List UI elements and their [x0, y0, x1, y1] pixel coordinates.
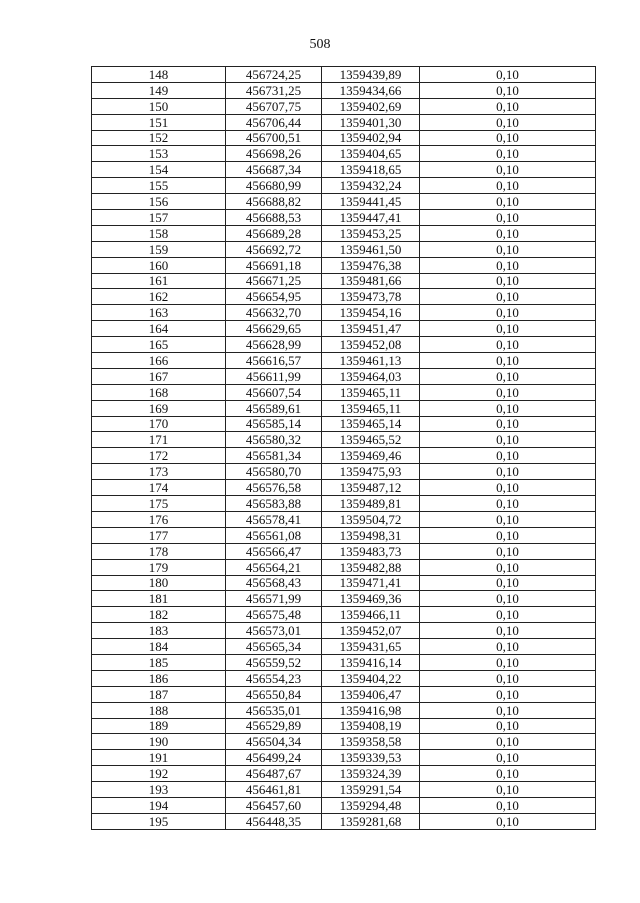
x-coordinate-cell: 456688,53 — [226, 210, 322, 226]
y-coordinate-cell: 1359432,24 — [322, 178, 420, 194]
accuracy-cell: 0,10 — [420, 639, 596, 655]
point-number-cell: 158 — [92, 225, 226, 241]
accuracy-cell: 0,10 — [420, 432, 596, 448]
accuracy-cell: 0,10 — [420, 225, 596, 241]
accuracy-cell: 0,10 — [420, 257, 596, 273]
point-number-cell: 157 — [92, 210, 226, 226]
y-coordinate-cell: 1359481,66 — [322, 273, 420, 289]
x-coordinate-cell: 456487,67 — [226, 766, 322, 782]
x-coordinate-cell: 456706,44 — [226, 114, 322, 130]
table-row — [92, 162, 596, 178]
table-row — [92, 496, 596, 512]
x-coordinate-cell: 456689,28 — [226, 225, 322, 241]
y-coordinate-cell: 1359453,25 — [322, 225, 420, 241]
y-coordinate-cell: 1359498,31 — [322, 527, 420, 543]
table-row — [92, 639, 596, 655]
table-row — [92, 686, 596, 702]
y-coordinate-cell: 1359487,12 — [322, 480, 420, 496]
point-number-cell: 165 — [92, 337, 226, 353]
y-coordinate-cell: 1359439,89 — [322, 67, 420, 83]
accuracy-cell: 0,10 — [420, 686, 596, 702]
point-number-cell: 192 — [92, 766, 226, 782]
point-number-cell: 154 — [92, 162, 226, 178]
y-coordinate-cell: 1359452,07 — [322, 623, 420, 639]
accuracy-cell: 0,10 — [420, 241, 596, 257]
accuracy-cell: 0,10 — [420, 82, 596, 98]
y-coordinate-cell: 1359434,66 — [322, 82, 420, 98]
table-row — [92, 321, 596, 337]
table-row — [92, 400, 596, 416]
point-number-cell: 183 — [92, 623, 226, 639]
accuracy-cell: 0,10 — [420, 67, 596, 83]
table-row — [92, 607, 596, 623]
y-coordinate-cell: 1359471,41 — [322, 575, 420, 591]
point-number-cell: 184 — [92, 639, 226, 655]
table-row — [92, 813, 596, 829]
point-number-cell: 155 — [92, 178, 226, 194]
point-number-cell: 152 — [92, 130, 226, 146]
table-row — [92, 464, 596, 480]
table-row — [92, 194, 596, 210]
x-coordinate-cell: 456529,89 — [226, 718, 322, 734]
x-coordinate-cell: 456573,01 — [226, 623, 322, 639]
y-coordinate-cell: 1359431,65 — [322, 639, 420, 655]
point-number-cell: 182 — [92, 607, 226, 623]
x-coordinate-cell: 456461,81 — [226, 782, 322, 798]
y-coordinate-cell: 1359447,41 — [322, 210, 420, 226]
table-row — [92, 98, 596, 114]
x-coordinate-cell: 456575,48 — [226, 607, 322, 623]
accuracy-cell: 0,10 — [420, 734, 596, 750]
y-coordinate-cell: 1359469,36 — [322, 591, 420, 607]
coordinates-table-body — [92, 67, 596, 830]
y-coordinate-cell: 1359404,65 — [322, 146, 420, 162]
table-row — [92, 241, 596, 257]
accuracy-cell: 0,10 — [420, 480, 596, 496]
point-number-cell: 166 — [92, 353, 226, 369]
accuracy-cell: 0,10 — [420, 702, 596, 718]
point-number-cell: 148 — [92, 67, 226, 83]
x-coordinate-cell: 456504,34 — [226, 734, 322, 750]
table-row — [92, 623, 596, 639]
x-coordinate-cell: 456571,99 — [226, 591, 322, 607]
y-coordinate-cell: 1359291,54 — [322, 782, 420, 798]
point-number-cell: 177 — [92, 527, 226, 543]
y-coordinate-cell: 1359476,38 — [322, 257, 420, 273]
table-row — [92, 670, 596, 686]
accuracy-cell: 0,10 — [420, 591, 596, 607]
y-coordinate-cell: 1359504,72 — [322, 511, 420, 527]
accuracy-cell: 0,10 — [420, 416, 596, 432]
point-number-cell: 172 — [92, 448, 226, 464]
accuracy-cell: 0,10 — [420, 400, 596, 416]
x-coordinate-cell: 456564,21 — [226, 559, 322, 575]
x-coordinate-cell: 456561,08 — [226, 527, 322, 543]
y-coordinate-cell: 1359441,45 — [322, 194, 420, 210]
point-number-cell: 167 — [92, 368, 226, 384]
point-number-cell: 175 — [92, 496, 226, 512]
accuracy-cell: 0,10 — [420, 797, 596, 813]
point-number-cell: 185 — [92, 654, 226, 670]
y-coordinate-cell: 1359451,47 — [322, 321, 420, 337]
page-number: 508 — [309, 37, 331, 52]
y-coordinate-cell: 1359418,65 — [322, 162, 420, 178]
point-number-cell: 178 — [92, 543, 226, 559]
point-number-cell: 180 — [92, 575, 226, 591]
table-row — [92, 718, 596, 734]
y-coordinate-cell: 1359281,68 — [322, 813, 420, 829]
point-number-cell: 187 — [92, 686, 226, 702]
point-number-cell: 194 — [92, 797, 226, 813]
point-number-cell: 191 — [92, 750, 226, 766]
table-row — [92, 734, 596, 750]
table-row — [92, 305, 596, 321]
y-coordinate-cell: 1359339,53 — [322, 750, 420, 766]
table-row — [92, 257, 596, 273]
x-coordinate-cell: 456654,95 — [226, 289, 322, 305]
table-row — [92, 225, 596, 241]
x-coordinate-cell: 456550,84 — [226, 686, 322, 702]
point-number-cell: 156 — [92, 194, 226, 210]
table-row — [92, 146, 596, 162]
table-row — [92, 384, 596, 400]
accuracy-cell: 0,10 — [420, 448, 596, 464]
table-row — [92, 527, 596, 543]
accuracy-cell: 0,10 — [420, 98, 596, 114]
point-number-cell: 179 — [92, 559, 226, 575]
y-coordinate-cell: 1359402,69 — [322, 98, 420, 114]
table-row — [92, 448, 596, 464]
accuracy-cell: 0,10 — [420, 130, 596, 146]
table-row — [92, 114, 596, 130]
table-row — [92, 337, 596, 353]
accuracy-cell: 0,10 — [420, 543, 596, 559]
table-row — [92, 353, 596, 369]
accuracy-cell: 0,10 — [420, 559, 596, 575]
accuracy-cell: 0,10 — [420, 321, 596, 337]
x-coordinate-cell: 456457,60 — [226, 797, 322, 813]
y-coordinate-cell: 1359466,11 — [322, 607, 420, 623]
point-number-cell: 160 — [92, 257, 226, 273]
point-number-cell: 151 — [92, 114, 226, 130]
point-number-cell: 162 — [92, 289, 226, 305]
table-row — [92, 702, 596, 718]
x-coordinate-cell: 456589,61 — [226, 400, 322, 416]
table-row — [92, 750, 596, 766]
table-row — [92, 82, 596, 98]
y-coordinate-cell: 1359416,14 — [322, 654, 420, 670]
accuracy-cell: 0,10 — [420, 511, 596, 527]
table-row — [92, 543, 596, 559]
y-coordinate-cell: 1359454,16 — [322, 305, 420, 321]
accuracy-cell: 0,10 — [420, 750, 596, 766]
accuracy-cell: 0,10 — [420, 337, 596, 353]
x-coordinate-cell: 456565,34 — [226, 639, 322, 655]
table-row — [92, 591, 596, 607]
accuracy-cell: 0,10 — [420, 623, 596, 639]
accuracy-cell: 0,10 — [420, 368, 596, 384]
x-coordinate-cell: 456576,58 — [226, 480, 322, 496]
y-coordinate-cell: 1359483,73 — [322, 543, 420, 559]
accuracy-cell: 0,10 — [420, 782, 596, 798]
x-coordinate-cell: 456580,32 — [226, 432, 322, 448]
y-coordinate-cell: 1359465,11 — [322, 400, 420, 416]
point-number-cell: 170 — [92, 416, 226, 432]
x-coordinate-cell: 456499,24 — [226, 750, 322, 766]
x-coordinate-cell: 456629,65 — [226, 321, 322, 337]
accuracy-cell: 0,10 — [420, 178, 596, 194]
y-coordinate-cell: 1359324,39 — [322, 766, 420, 782]
x-coordinate-cell: 456671,25 — [226, 273, 322, 289]
x-coordinate-cell: 456566,47 — [226, 543, 322, 559]
x-coordinate-cell: 456628,99 — [226, 337, 322, 353]
table-row — [92, 178, 596, 194]
point-number-cell: 176 — [92, 511, 226, 527]
accuracy-cell: 0,10 — [420, 305, 596, 321]
y-coordinate-cell: 1359461,50 — [322, 241, 420, 257]
table-row — [92, 432, 596, 448]
accuracy-cell: 0,10 — [420, 210, 596, 226]
point-number-cell: 195 — [92, 813, 226, 829]
table-row — [92, 273, 596, 289]
y-coordinate-cell: 1359464,03 — [322, 368, 420, 384]
y-coordinate-cell: 1359406,47 — [322, 686, 420, 702]
x-coordinate-cell: 456724,25 — [226, 67, 322, 83]
x-coordinate-cell: 456607,54 — [226, 384, 322, 400]
y-coordinate-cell: 1359465,11 — [322, 384, 420, 400]
accuracy-cell: 0,10 — [420, 353, 596, 369]
point-number-cell: 189 — [92, 718, 226, 734]
x-coordinate-cell: 456448,35 — [226, 813, 322, 829]
x-coordinate-cell: 456568,43 — [226, 575, 322, 591]
x-coordinate-cell: 456581,34 — [226, 448, 322, 464]
x-coordinate-cell: 456698,26 — [226, 146, 322, 162]
x-coordinate-cell: 456688,82 — [226, 194, 322, 210]
y-coordinate-cell: 1359473,78 — [322, 289, 420, 305]
accuracy-cell: 0,10 — [420, 607, 596, 623]
point-number-cell: 188 — [92, 702, 226, 718]
x-coordinate-cell: 456707,75 — [226, 98, 322, 114]
y-coordinate-cell: 1359461,13 — [322, 353, 420, 369]
table-row — [92, 782, 596, 798]
x-coordinate-cell: 456680,99 — [226, 178, 322, 194]
table-row — [92, 130, 596, 146]
accuracy-cell: 0,10 — [420, 575, 596, 591]
accuracy-cell: 0,10 — [420, 146, 596, 162]
y-coordinate-cell: 1359401,30 — [322, 114, 420, 130]
x-coordinate-cell: 456535,01 — [226, 702, 322, 718]
y-coordinate-cell: 1359482,88 — [322, 559, 420, 575]
table-row — [92, 67, 596, 83]
y-coordinate-cell: 1359475,93 — [322, 464, 420, 480]
y-coordinate-cell: 1359469,46 — [322, 448, 420, 464]
y-coordinate-cell: 1359404,22 — [322, 670, 420, 686]
table-row — [92, 511, 596, 527]
x-coordinate-cell: 456559,52 — [226, 654, 322, 670]
accuracy-cell: 0,10 — [420, 527, 596, 543]
table-row — [92, 766, 596, 782]
table-row — [92, 210, 596, 226]
accuracy-cell: 0,10 — [420, 194, 596, 210]
accuracy-cell: 0,10 — [420, 114, 596, 130]
y-coordinate-cell: 1359465,14 — [322, 416, 420, 432]
point-number-cell: 163 — [92, 305, 226, 321]
y-coordinate-cell: 1359408,19 — [322, 718, 420, 734]
accuracy-cell: 0,10 — [420, 289, 596, 305]
point-number-cell: 164 — [92, 321, 226, 337]
point-number-cell: 168 — [92, 384, 226, 400]
x-coordinate-cell: 456731,25 — [226, 82, 322, 98]
y-coordinate-cell: 1359465,52 — [322, 432, 420, 448]
table-row — [92, 575, 596, 591]
accuracy-cell: 0,10 — [420, 766, 596, 782]
accuracy-cell: 0,10 — [420, 718, 596, 734]
x-coordinate-cell: 456692,72 — [226, 241, 322, 257]
x-coordinate-cell: 456691,18 — [226, 257, 322, 273]
y-coordinate-cell: 1359452,08 — [322, 337, 420, 353]
x-coordinate-cell: 456583,88 — [226, 496, 322, 512]
x-coordinate-cell: 456611,99 — [226, 368, 322, 384]
point-number-cell: 190 — [92, 734, 226, 750]
table-row — [92, 289, 596, 305]
coordinates-table — [91, 66, 596, 830]
point-number-cell: 149 — [92, 82, 226, 98]
y-coordinate-cell: 1359416,98 — [322, 702, 420, 718]
accuracy-cell: 0,10 — [420, 273, 596, 289]
point-number-cell: 174 — [92, 480, 226, 496]
x-coordinate-cell: 456580,70 — [226, 464, 322, 480]
x-coordinate-cell: 456687,34 — [226, 162, 322, 178]
accuracy-cell: 0,10 — [420, 464, 596, 480]
x-coordinate-cell: 456616,57 — [226, 353, 322, 369]
y-coordinate-cell: 1359402,94 — [322, 130, 420, 146]
accuracy-cell: 0,10 — [420, 384, 596, 400]
y-coordinate-cell: 1359294,48 — [322, 797, 420, 813]
accuracy-cell: 0,10 — [420, 654, 596, 670]
y-coordinate-cell: 1359489,81 — [322, 496, 420, 512]
table-row — [92, 797, 596, 813]
x-coordinate-cell: 456700,51 — [226, 130, 322, 146]
x-coordinate-cell: 456585,14 — [226, 416, 322, 432]
point-number-cell: 186 — [92, 670, 226, 686]
accuracy-cell: 0,10 — [420, 813, 596, 829]
accuracy-cell: 0,10 — [420, 670, 596, 686]
x-coordinate-cell: 456578,41 — [226, 511, 322, 527]
accuracy-cell: 0,10 — [420, 162, 596, 178]
x-coordinate-cell: 456554,23 — [226, 670, 322, 686]
point-number-cell: 193 — [92, 782, 226, 798]
table-row — [92, 654, 596, 670]
point-number-cell: 161 — [92, 273, 226, 289]
point-number-cell: 159 — [92, 241, 226, 257]
point-number-cell: 173 — [92, 464, 226, 480]
point-number-cell: 169 — [92, 400, 226, 416]
point-number-cell: 171 — [92, 432, 226, 448]
accuracy-cell: 0,10 — [420, 496, 596, 512]
table-row — [92, 559, 596, 575]
x-coordinate-cell: 456632,70 — [226, 305, 322, 321]
table-row — [92, 416, 596, 432]
y-coordinate-cell: 1359358,58 — [322, 734, 420, 750]
point-number-cell: 181 — [92, 591, 226, 607]
point-number-cell: 153 — [92, 146, 226, 162]
table-row — [92, 480, 596, 496]
point-number-cell: 150 — [92, 98, 226, 114]
table-row — [92, 368, 596, 384]
